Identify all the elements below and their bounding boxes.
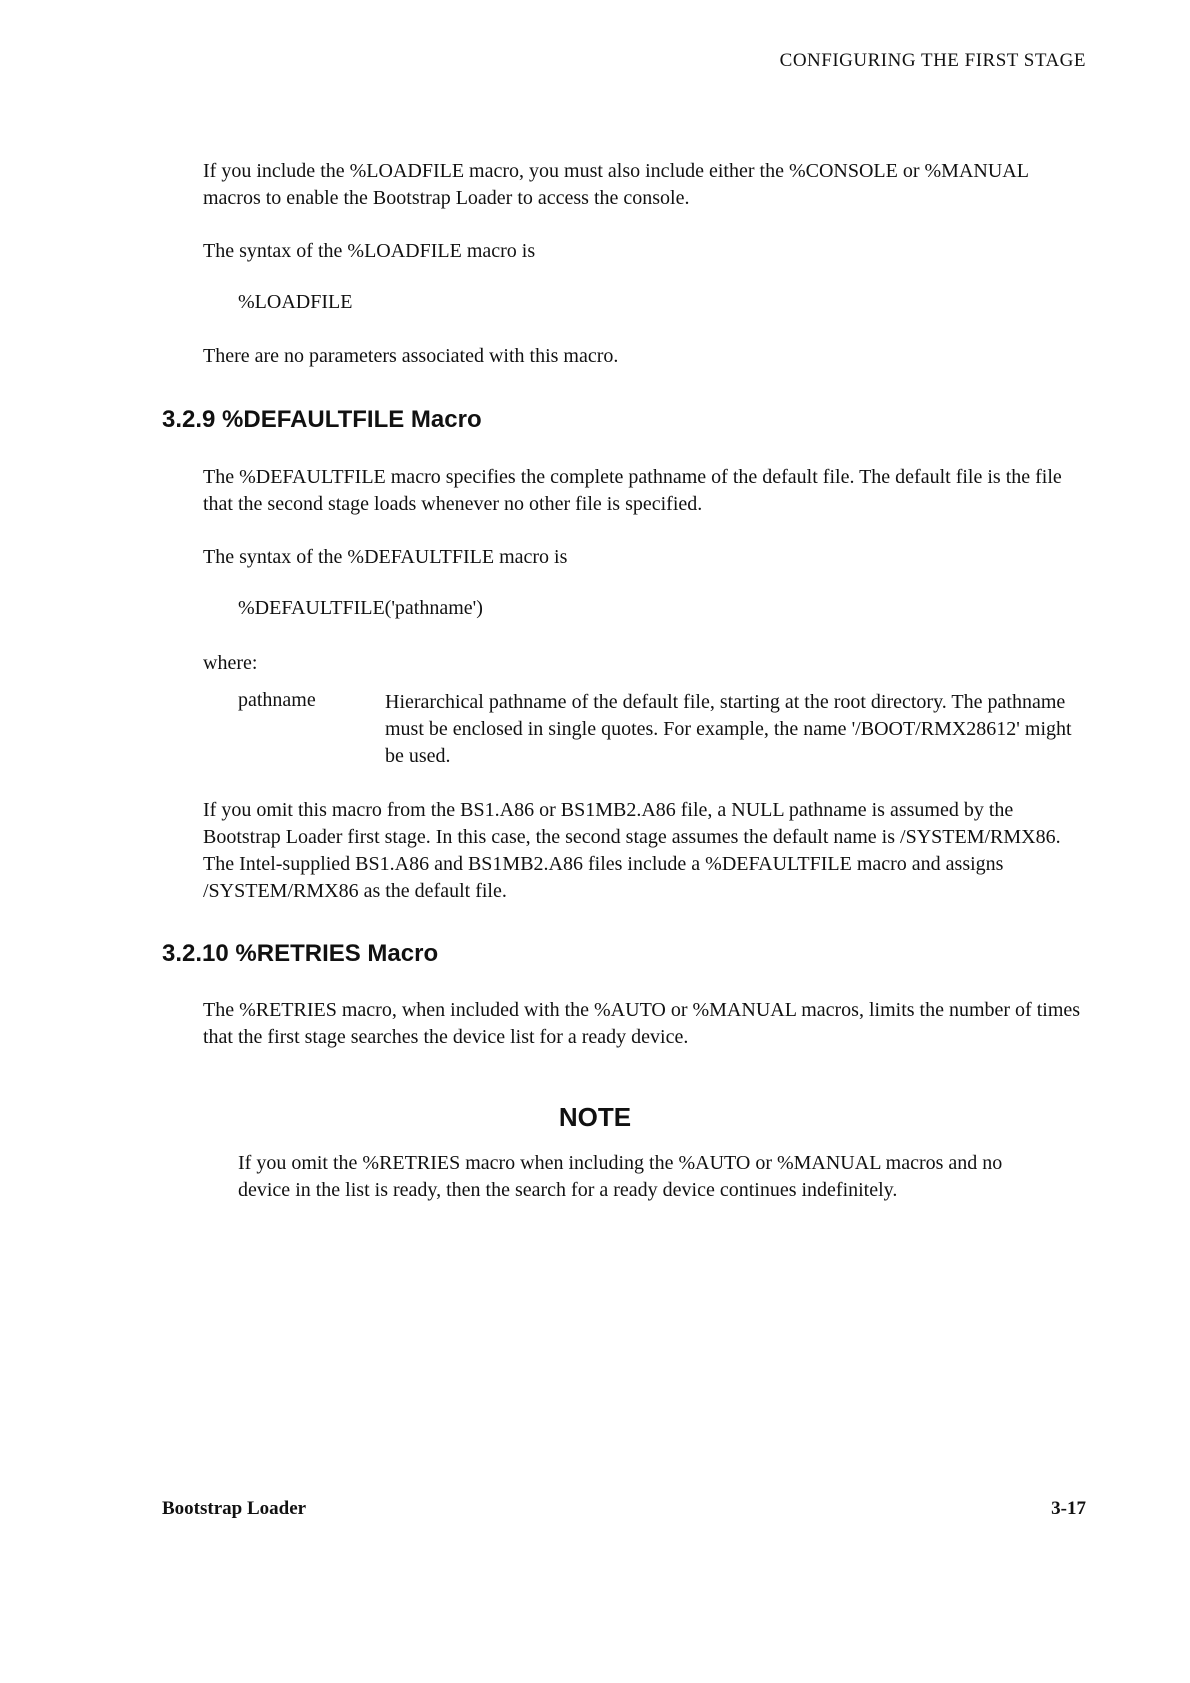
page-number: 3-17 xyxy=(1051,1498,1086,1519)
param-name-pathname: pathname xyxy=(238,689,316,711)
section-heading-defaultfile: 3.2.9 %DEFAULTFILE Macro xyxy=(162,406,482,433)
loadfile-no-params: There are no parameters associated with this macro. xyxy=(203,345,619,367)
retries-paragraph: The %RETRIES macro, when included with the %AUTO or %MANUAL macros, limits the number of times that the first stage searches the device list for a ready device. xyxy=(203,999,1081,1048)
loadfile-paragraph: If you include the %LOADFILE macro, you must also include either the %CONSOLE or %MANUAL macros to enable the Bootstrap Loader to access the console. xyxy=(203,160,1029,209)
param-desc-pathname: Hierarchical pathname of the default file, starting at the root directory. The pathname must be enclosed in single quotes. For example, the name '/BOOT/RMX28612' might be used. xyxy=(385,691,1072,767)
defaultfile-syntax-intro: The syntax of the %DEFAULTFILE macro is xyxy=(203,546,568,568)
defaultfile-syntax: %DEFAULTFILE('pathname') xyxy=(238,597,483,619)
note-body: If you omit the %RETRIES macro when including the %AUTO or %MANUAL macros and no device in the list is ready, then the search for a ready device continues indefinitely. xyxy=(238,1152,1003,1201)
defaultfile-paragraph: The %DEFAULTFILE macro specifies the complete pathname of the default file. The default file is the file that the second stage loads whenever no other file is specified. xyxy=(203,466,1062,515)
note-title: NOTE xyxy=(558,1102,632,1132)
footer-title: Bootstrap Loader xyxy=(162,1498,307,1519)
where-label: where: xyxy=(203,652,258,674)
section-heading-retries: 3.2.10 %RETRIES Macro xyxy=(162,940,439,967)
defaultfile-omit-paragraph: If you omit this macro from the BS1.A86 or BS1MB2.A86 file, a NULL pathname is assumed by the Bootstrap Loader first stage. In this case, the second stage assumes the default name is /SYSTEM/RMX86. The Intel-supplied BS1.A86 and BS1MB2.A86 files include a %DEFAULTFILE macro and assigns /SYSTEM/RMX86 as the default file. xyxy=(203,799,1061,902)
running-head: CONFIGURING THE FIRST STAGE xyxy=(779,50,1086,71)
loadfile-syntax: %LOADFILE xyxy=(238,291,353,313)
loadfile-syntax-intro: The syntax of the %LOADFILE macro is xyxy=(203,240,536,262)
